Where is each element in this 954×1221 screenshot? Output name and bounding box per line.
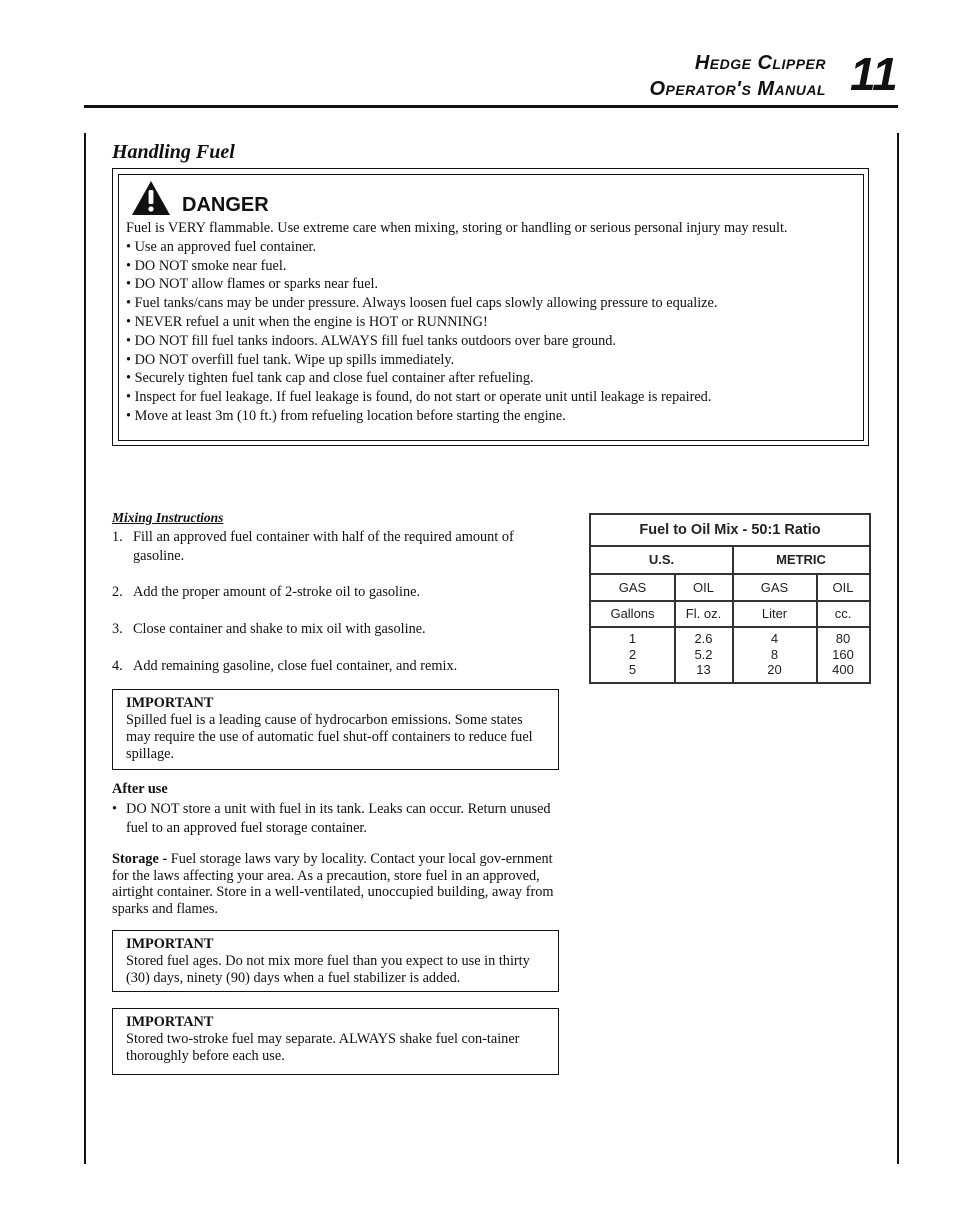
gallons-values bbox=[591, 631, 674, 678]
table-cell: 80 bbox=[835, 631, 851, 646]
danger-item: • DO NOT smoke near fuel. bbox=[126, 257, 861, 276]
danger-intro: Fuel is VERY flammable. Use extreme care when mixing, storing or handling or serious personal injury may result. bbox=[126, 220, 788, 236]
manual-title bbox=[649, 50, 826, 102]
table-cell: 400 bbox=[832, 662, 854, 677]
table-cell: 5 bbox=[628, 662, 637, 677]
table-divider bbox=[816, 574, 818, 682]
col-oil-metric: OIL bbox=[832, 579, 854, 595]
danger-item: • Securely tighten fuel tank cap and close fuel container after refueling. bbox=[126, 369, 861, 388]
table-cell: 1 bbox=[628, 631, 637, 646]
unit-floz: Fl. oz. bbox=[685, 606, 722, 621]
cc-values bbox=[817, 631, 869, 678]
important-text: Stored fuel ages. Do not mix more fuel than you expect to use in thirty (30) days, ninety (90) days when a fuel stabilizer is added. bbox=[126, 953, 530, 986]
page-number: 11 bbox=[850, 48, 898, 100]
manual-title-line1: Hedge Clipper bbox=[694, 52, 826, 74]
right-margin-rule bbox=[897, 133, 899, 1164]
fuel-oil-table bbox=[589, 513, 871, 684]
left-margin-rule bbox=[84, 133, 86, 1164]
table-cell: 160 bbox=[832, 646, 854, 662]
floz-values bbox=[675, 631, 732, 678]
col-gas-us: GAS bbox=[618, 579, 647, 595]
table-title: Fuel to Oil Mix - 50:1 Ratio bbox=[639, 522, 821, 538]
step-text: Add the proper amount of 2-stroke oil to gasoline. bbox=[133, 584, 421, 600]
step-number: 4. bbox=[112, 658, 123, 674]
step-text: Close container and shake to mix oil with gasoline. bbox=[133, 620, 426, 637]
table-cell: 2.6 bbox=[694, 631, 713, 646]
after-use-title: After use bbox=[112, 781, 168, 797]
mixing-step bbox=[112, 657, 562, 676]
table-cell: 2 bbox=[628, 646, 637, 662]
group-metric: METRIC bbox=[776, 552, 826, 567]
danger-item: • Inspect for fuel leakage. If fuel leakage is found, do not start or operate unit until leakage is repaired. bbox=[126, 388, 861, 407]
table-rule bbox=[591, 626, 869, 628]
mixing-step bbox=[112, 583, 562, 602]
warning-triangle-icon bbox=[131, 180, 171, 216]
bullet: • bbox=[112, 801, 118, 817]
step-number: 2. bbox=[112, 584, 123, 600]
mixing-steps bbox=[112, 528, 562, 676]
danger-label: DANGER bbox=[182, 194, 269, 216]
unit-liter: Liter bbox=[761, 606, 788, 621]
table-cell: 13 bbox=[696, 662, 711, 677]
important-heading: IMPORTANT bbox=[126, 936, 214, 952]
important-box-fuel-age bbox=[112, 930, 559, 992]
storage-label: Storage - bbox=[112, 851, 168, 867]
table-divider bbox=[732, 546, 734, 682]
mixing-step bbox=[112, 620, 562, 639]
important-box-emissions bbox=[112, 689, 559, 770]
danger-item: • DO NOT fill fuel tanks indoors. ALWAYS fill fuel tanks outdoors over bare ground. bbox=[126, 332, 861, 351]
table-cell: 4 bbox=[770, 631, 779, 646]
section-title: Handling Fuel bbox=[112, 141, 235, 163]
table-cell: 20 bbox=[767, 662, 782, 677]
step-number: 3. bbox=[112, 620, 123, 637]
unit-gallons: Gallons bbox=[610, 606, 655, 621]
important-heading: IMPORTANT bbox=[126, 1014, 214, 1030]
step-text: Fill an approved fuel container with half of the required amount of gasoline. bbox=[133, 529, 514, 564]
danger-item: • DO NOT allow flames or sparks near fuel. bbox=[126, 275, 861, 294]
mixing-step bbox=[112, 528, 562, 565]
table-divider bbox=[674, 574, 676, 682]
unit-cc: cc. bbox=[834, 606, 852, 621]
header-rule bbox=[84, 105, 898, 108]
important-text: Stored two-stroke fuel may separate. ALWAYS shake fuel con-tainer thoroughly before each use. bbox=[126, 1031, 520, 1064]
important-heading: IMPORTANT bbox=[126, 695, 214, 711]
storage-text: Fuel storage laws vary by locality. Contact your local gov-ernment for the laws affecting your area. As a precaution, store fuel in an approved, airtight container. Store in a well-ventilated, unoccupied building, away from sparks and flames. bbox=[112, 851, 554, 917]
group-us: U.S. bbox=[648, 552, 675, 567]
table-cell: 5.2 bbox=[694, 646, 713, 662]
manual-title-line2: Operator's Manual bbox=[649, 78, 826, 100]
mixing-title: Mixing Instructions bbox=[112, 510, 224, 525]
after-use-item bbox=[112, 800, 557, 838]
danger-text bbox=[126, 219, 861, 426]
after-use-text: DO NOT store a unit with fuel in its tank. Leaks can occur. Return unused fuel to an approved fuel storage container. bbox=[126, 801, 551, 836]
storage-paragraph bbox=[112, 851, 558, 917]
danger-item: • NEVER refuel a unit when the engine is HOT or RUNNING! bbox=[126, 313, 861, 332]
danger-item: • DO NOT overfill fuel tank. Wipe up spills immediately. bbox=[126, 351, 861, 370]
liter-values bbox=[733, 631, 816, 678]
col-oil-us: OIL bbox=[693, 579, 714, 595]
step-number: 1. bbox=[112, 529, 123, 545]
danger-item: • Use an approved fuel container. bbox=[126, 238, 861, 257]
step-text: Add remaining gasoline, close fuel container, and remix. bbox=[133, 658, 458, 674]
important-box-separation bbox=[112, 1008, 559, 1075]
table-cell: 8 bbox=[770, 646, 779, 662]
important-text: Spilled fuel is a leading cause of hydrocarbon emissions. Some states may require the use of automatic fuel shut-off containers to reduce fuel spillage. bbox=[126, 712, 533, 762]
danger-item: • Move at least 3m (10 ft.) from refueling location before starting the engine. bbox=[126, 407, 861, 426]
col-gas-metric: GAS bbox=[760, 579, 789, 595]
danger-list bbox=[126, 238, 861, 426]
danger-item: • Fuel tanks/cans may be under pressure. Always loosen fuel caps slowly allowing pressure to equalize. bbox=[126, 294, 861, 313]
